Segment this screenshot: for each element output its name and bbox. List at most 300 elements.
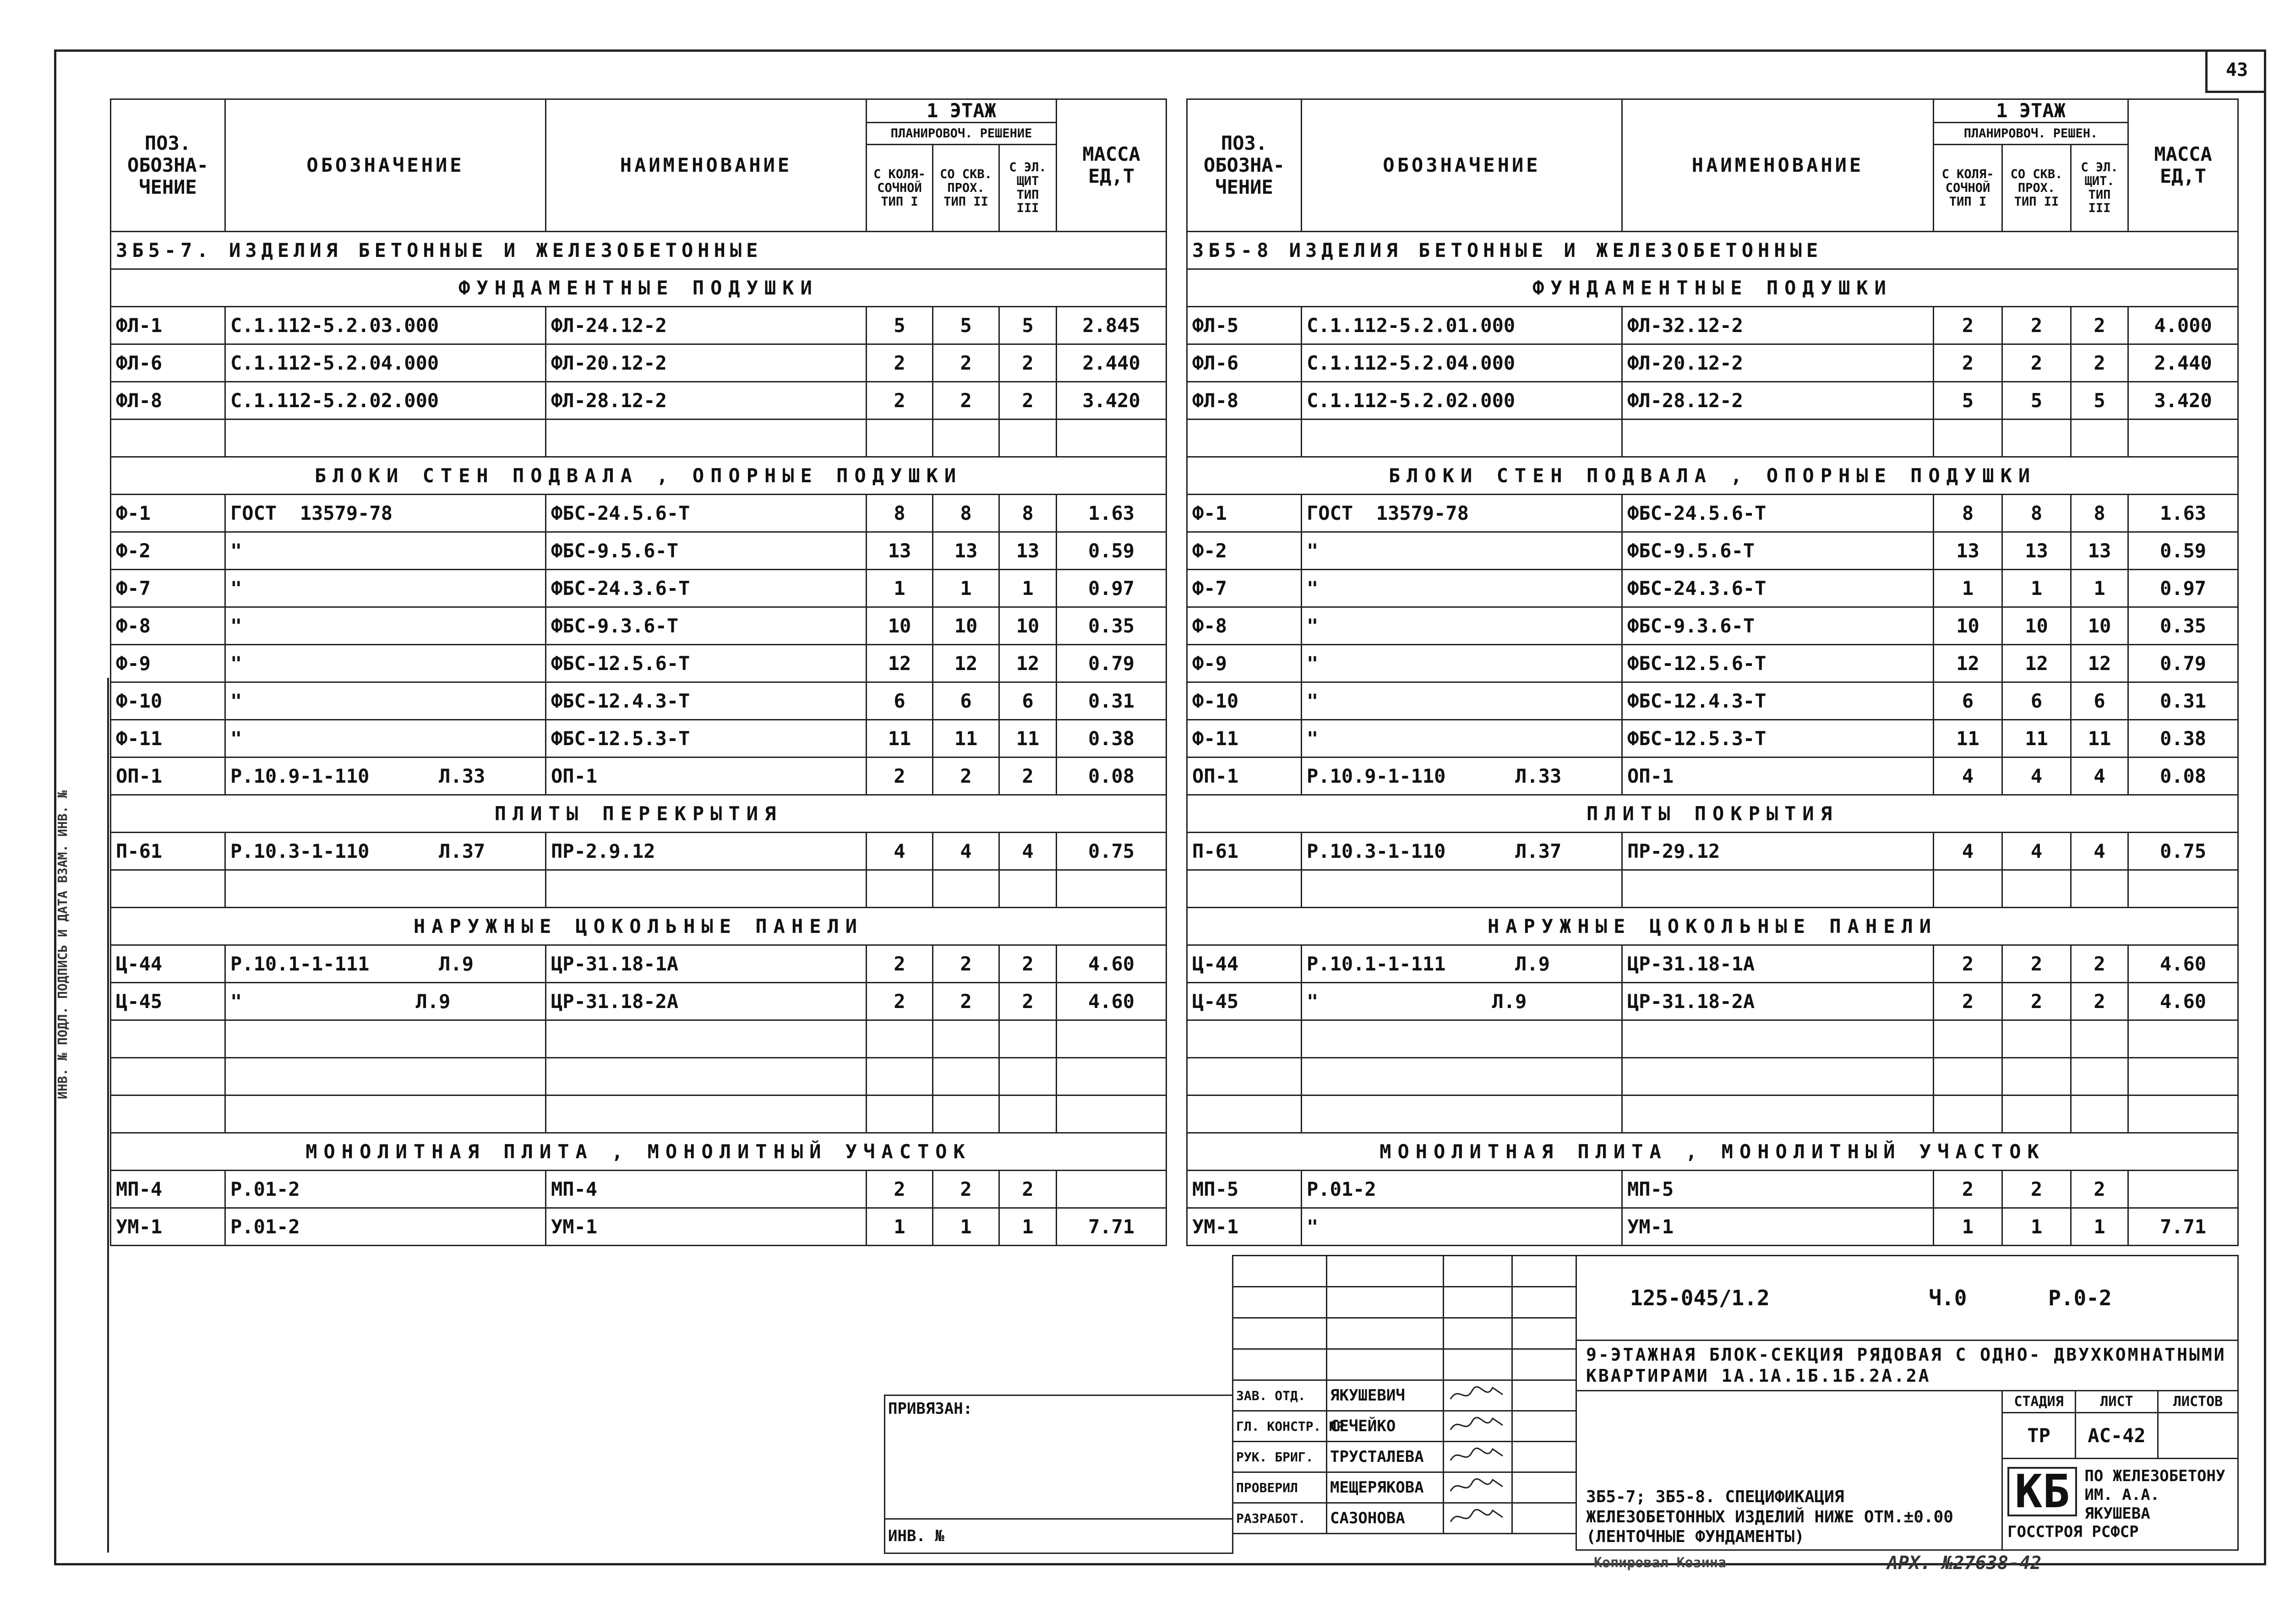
name-cell: ЦР-31.18-2А xyxy=(1622,983,1934,1020)
empty-cell xyxy=(1057,1095,1167,1133)
empty-cell xyxy=(1512,1318,1576,1349)
header-type1: С КОЛЯ- СОЧНОЙ ТИП I xyxy=(867,145,933,232)
mass-cell: 2.845 xyxy=(1057,307,1167,344)
mass-cell: 0.38 xyxy=(1057,720,1167,758)
name-cell: МП-4 xyxy=(546,1171,867,1208)
type1-qty-cell: 2 xyxy=(1934,307,2002,344)
empty-cell xyxy=(2002,1095,2071,1133)
type1-qty-cell: 2 xyxy=(867,1171,933,1208)
type3-qty-cell: 5 xyxy=(2071,382,2128,420)
empty-cell xyxy=(1302,1058,1622,1095)
designation-cell: " xyxy=(1302,682,1622,720)
designation-cell: ГОСТ 13579-78 xyxy=(1302,495,1622,532)
type2-qty-cell: 1 xyxy=(2002,570,2071,607)
position-cell: МП-5 xyxy=(1187,1171,1302,1208)
empty-cell xyxy=(1302,1095,1622,1133)
type2-qty-cell: 4 xyxy=(933,833,999,870)
table-row xyxy=(1187,344,2238,382)
position-cell: ФЛ-1 xyxy=(111,307,225,344)
table-row xyxy=(111,682,1167,720)
position-cell: Ф-1 xyxy=(1187,495,1302,532)
empty-cell xyxy=(1512,1349,1576,1380)
type2-qty-cell: 2 xyxy=(2002,983,2071,1020)
name-cell: УМ-1 xyxy=(1622,1208,1934,1246)
header-type1: С КОЛЯ- СОЧНОЙ ТИП I xyxy=(1934,145,2002,232)
designation-cell: Р.01-2 xyxy=(225,1208,546,1246)
type2-qty-cell: 6 xyxy=(2002,682,2071,720)
sheet-value: АС-42 xyxy=(2076,1413,2158,1459)
type1-qty-cell: 8 xyxy=(867,495,933,532)
name-cell: ФБС-12.4.3-Т xyxy=(1622,682,1934,720)
header-type2: СО СКВ. ПРОХ. ТИП II xyxy=(2002,145,2071,232)
designation-cell: " xyxy=(225,570,546,607)
type3-qty-cell: 13 xyxy=(999,532,1057,570)
position-cell: ФЛ-8 xyxy=(1187,382,1302,420)
position-cell: Ф-10 xyxy=(1187,682,1302,720)
mass-cell: 1.63 xyxy=(2128,495,2238,532)
blank-row xyxy=(111,870,1167,908)
type1-qty-cell: 1 xyxy=(867,1208,933,1246)
table-row xyxy=(111,382,1167,420)
mass-cell: 4.60 xyxy=(2128,983,2238,1020)
designation-cell: Р.01-2 xyxy=(225,1171,546,1208)
empty-cell xyxy=(999,1020,1057,1058)
empty-cell xyxy=(225,1095,546,1133)
group-title: ЗБ5-8 ИЗДЕЛИЯ БЕТОННЫЕ И ЖЕЛЕЗОБЕТОННЫЕ xyxy=(1187,232,2238,269)
empty-cell xyxy=(2128,420,2238,457)
type2-qty-cell: 10 xyxy=(933,607,999,645)
table-row xyxy=(1187,532,2238,570)
name-cell: ФБС-24.5.6-Т xyxy=(1622,495,1934,532)
empty-cell xyxy=(1512,1256,1576,1287)
empty-cell xyxy=(999,420,1057,457)
designation-cell: Р.10.9-1-110 Л.33 xyxy=(225,758,546,795)
empty-cell xyxy=(1233,1318,1327,1349)
type2-qty-cell: 11 xyxy=(933,720,999,758)
type2-qty-cell: 2 xyxy=(2002,945,2071,983)
section-title: МОНОЛИТНАЯ ПЛИТА , МОНОЛИТНЫЙ УЧАСТОК xyxy=(111,1133,1167,1171)
section-row xyxy=(111,795,1167,833)
name-cell: ЦР-31.18-2А xyxy=(546,983,867,1020)
type3-qty-cell: 12 xyxy=(999,645,1057,682)
type1-qty-cell: 2 xyxy=(1934,1171,2002,1208)
type1-qty-cell: 2 xyxy=(1934,344,2002,382)
empty-cell xyxy=(1512,1287,1576,1318)
empty-cell xyxy=(546,1095,867,1133)
type2-qty-cell: 2 xyxy=(933,382,999,420)
designation-cell: " Л.9 xyxy=(1302,983,1622,1020)
empty-cell xyxy=(1057,1020,1167,1058)
type1-qty-cell: 1 xyxy=(1934,1208,2002,1246)
designation-cell: С.1.112-5.2.01.000 xyxy=(1302,307,1622,344)
table-row xyxy=(111,1208,1167,1246)
section-title: ФУНДАМЕНТНЫЕ ПОДУШКИ xyxy=(1187,269,2238,307)
type3-qty-cell: 2 xyxy=(2071,307,2128,344)
designation-cell: " xyxy=(225,720,546,758)
header-designation: ОБОЗНАЧЕНИЕ xyxy=(225,99,546,232)
empty-cell xyxy=(867,1058,933,1095)
signature-mark xyxy=(1444,1380,1512,1411)
name-cell: ФБС-24.3.6-Т xyxy=(1622,570,1934,607)
empty-cell xyxy=(111,870,225,908)
table-row xyxy=(111,945,1167,983)
type1-qty-cell: 4 xyxy=(867,833,933,870)
type2-qty-cell: 10 xyxy=(2002,607,2071,645)
section-title: БЛОКИ СТЕН ПОДВАЛА , ОПОРНЫЕ ПОДУШКИ xyxy=(111,457,1167,495)
header-type2: СО СКВ. ПРОХ. ТИП II xyxy=(933,145,999,232)
name-cell: ФЛ-28.12-2 xyxy=(1622,382,1934,420)
position-cell: Ц-45 xyxy=(1187,983,1302,1020)
section-row xyxy=(111,908,1167,945)
project-section: Р.0-2 xyxy=(2048,1286,2112,1310)
empty-cell xyxy=(1057,420,1167,457)
section-title: ФУНДАМЕНТНЫЕ ПОДУШКИ xyxy=(111,269,1167,307)
designation-cell: " xyxy=(225,607,546,645)
type1-qty-cell: 11 xyxy=(1934,720,2002,758)
mass-cell: 7.71 xyxy=(1057,1208,1167,1246)
empty-cell xyxy=(111,1095,225,1133)
table-row xyxy=(1187,382,2238,420)
designation-cell: " xyxy=(1302,645,1622,682)
table-row xyxy=(1187,945,2238,983)
empty-cell xyxy=(2128,870,2238,908)
table-row xyxy=(1187,1208,2238,1246)
empty-cell xyxy=(1233,1287,1327,1318)
empty-cell xyxy=(1187,420,1302,457)
designation-cell: " xyxy=(225,682,546,720)
blank-signature-row xyxy=(1233,1318,1576,1349)
position-cell: П-61 xyxy=(1187,833,1302,870)
type3-qty-cell: 1 xyxy=(2071,1208,2128,1246)
project-part: Ч.0 xyxy=(1929,1286,1967,1310)
header-type3: С ЭЛ. ЩИТ. ТИП III xyxy=(2071,145,2128,232)
designation-cell: " xyxy=(1302,720,1622,758)
empty-cell xyxy=(546,420,867,457)
position-cell: Ф-7 xyxy=(111,570,225,607)
blank-row xyxy=(1187,1020,2238,1058)
empty-cell xyxy=(2071,1095,2128,1133)
position-cell: Ф-8 xyxy=(111,607,225,645)
empty-cell xyxy=(867,1095,933,1133)
empty-cell xyxy=(1444,1349,1512,1380)
designation-cell: " xyxy=(1302,570,1622,607)
header-mass: МАССА ЕД,Т xyxy=(1057,99,1167,232)
empty-cell xyxy=(1934,1020,2002,1058)
section-title: БЛОКИ СТЕН ПОДВАЛА , ОПОРНЫЕ ПОДУШКИ xyxy=(1187,457,2238,495)
header-name: НАИМЕНОВАНИЕ xyxy=(1622,99,1934,232)
header-type3: С ЭЛ. ЩИТ ТИП III xyxy=(999,145,1057,232)
signature-name: ТРУСТАЛЕВА xyxy=(1327,1442,1444,1472)
name-cell: ФБС-12.5.6-Т xyxy=(546,645,867,682)
signature-name: САЗОНОВА xyxy=(1327,1503,1444,1534)
type3-qty-cell: 2 xyxy=(2071,945,2128,983)
empty-cell xyxy=(933,1058,999,1095)
type3-qty-cell: 2 xyxy=(999,1171,1057,1208)
empty-cell xyxy=(546,1020,867,1058)
position-cell: Ф-10 xyxy=(111,682,225,720)
type1-qty-cell: 2 xyxy=(867,382,933,420)
type3-qty-cell: 4 xyxy=(2071,833,2128,870)
designation-cell: " xyxy=(1302,607,1622,645)
empty-cell xyxy=(1187,1058,1302,1095)
position-cell: ФЛ-5 xyxy=(1187,307,1302,344)
section-row xyxy=(1187,269,2238,307)
type2-qty-cell: 4 xyxy=(2002,833,2071,870)
type3-qty-cell: 1 xyxy=(999,570,1057,607)
type2-qty-cell: 2 xyxy=(933,945,999,983)
empty-cell xyxy=(1444,1318,1512,1349)
signature-role: ПРОВЕРИЛ xyxy=(1233,1472,1327,1503)
section-row xyxy=(1187,457,2238,495)
table-row xyxy=(1187,495,2238,532)
designation-cell: С.1.112-5.2.02.000 xyxy=(1302,382,1622,420)
empty-cell xyxy=(1187,870,1302,908)
type1-qty-cell: 1 xyxy=(867,570,933,607)
copied-note: Копировал Козина xyxy=(1594,1555,1726,1571)
empty-cell xyxy=(1187,1095,1302,1133)
position-cell: Ц-44 xyxy=(1187,945,1302,983)
signature-name: ЯКУШЕВИЧ xyxy=(1327,1380,1444,1411)
type2-qty-cell: 1 xyxy=(2002,1208,2071,1246)
empty-cell xyxy=(111,1058,225,1095)
handwritten-signature-icon xyxy=(1447,1411,1506,1437)
mass-cell: 0.79 xyxy=(1057,645,1167,682)
name-cell: ЦР-31.18-1А xyxy=(1622,945,1934,983)
empty-cell xyxy=(999,870,1057,908)
type1-qty-cell: 2 xyxy=(867,344,933,382)
mass-cell: 0.38 xyxy=(2128,720,2238,758)
mass-cell: 0.59 xyxy=(2128,532,2238,570)
attachment-box xyxy=(884,1395,1233,1554)
type1-qty-cell: 12 xyxy=(867,645,933,682)
mass-cell: 0.35 xyxy=(1057,607,1167,645)
blank-signature-row xyxy=(1233,1256,1576,1287)
type2-qty-cell: 4 xyxy=(2002,758,2071,795)
section-row xyxy=(111,1133,1167,1171)
signature-date xyxy=(1512,1442,1576,1472)
type1-qty-cell: 2 xyxy=(867,758,933,795)
table-row xyxy=(111,758,1167,795)
empty-cell xyxy=(2128,1058,2238,1095)
project-code: 125-045/1.2 xyxy=(1630,1286,1770,1310)
type3-qty-cell: 2 xyxy=(999,382,1057,420)
section-title: МОНОЛИТНАЯ ПЛИТА , МОНОЛИТНЫЙ УЧАСТОК xyxy=(1187,1133,2238,1171)
mass-cell: 2.440 xyxy=(2128,344,2238,382)
header-planning: ПЛАНИРОВОЧ. РЕШЕН. xyxy=(1934,123,2128,145)
signature-date xyxy=(1512,1411,1576,1442)
type3-qty-cell: 6 xyxy=(999,682,1057,720)
empty-cell xyxy=(1302,420,1622,457)
empty-cell xyxy=(1302,1020,1622,1058)
table-row xyxy=(111,570,1167,607)
signature-date xyxy=(1512,1472,1576,1503)
position-cell: Ф-1 xyxy=(111,495,225,532)
mass-cell: 0.59 xyxy=(1057,532,1167,570)
designation-cell: С.1.112-5.2.04.000 xyxy=(225,344,546,382)
signature-date xyxy=(1512,1503,1576,1534)
section-row xyxy=(1187,795,2238,833)
type3-qty-cell: 5 xyxy=(999,307,1057,344)
blank-signature-row xyxy=(1233,1349,1576,1380)
empty-cell xyxy=(1327,1318,1444,1349)
name-cell: ФЛ-32.12-2 xyxy=(1622,307,1934,344)
empty-cell xyxy=(867,1020,933,1058)
type3-qty-cell: 10 xyxy=(2071,607,2128,645)
designation-cell: ГОСТ 13579-78 xyxy=(225,495,546,532)
section-title: ПЛИТЫ ПОКРЫТИЯ xyxy=(1187,795,2238,833)
empty-cell xyxy=(225,420,546,457)
mass-cell: 1.63 xyxy=(1057,495,1167,532)
empty-cell xyxy=(1934,1095,2002,1133)
name-cell: ЦР-31.18-1А xyxy=(546,945,867,983)
designation-cell: " xyxy=(225,645,546,682)
type1-qty-cell: 4 xyxy=(1934,833,2002,870)
position-cell: Ф-11 xyxy=(111,720,225,758)
designation-cell: Р.10.1-1-111 Л.9 xyxy=(1302,945,1622,983)
type3-qty-cell: 11 xyxy=(2071,720,2128,758)
name-cell: ФБС-9.5.6-Т xyxy=(546,532,867,570)
type3-qty-cell: 10 xyxy=(999,607,1057,645)
type1-qty-cell: 2 xyxy=(1934,983,2002,1020)
name-cell: ФБС-24.5.6-Т xyxy=(546,495,867,532)
mass-cell: 4.60 xyxy=(2128,945,2238,983)
archive-number: АРХ. №27638-42 xyxy=(1887,1553,2042,1574)
empty-cell xyxy=(933,1020,999,1058)
empty-cell xyxy=(1622,870,1934,908)
type2-qty-cell: 13 xyxy=(2002,532,2071,570)
table-row xyxy=(111,833,1167,870)
designation-cell: Р.01-2 xyxy=(1302,1171,1622,1208)
name-cell: ПР-29.12 xyxy=(1622,833,1934,870)
type2-qty-cell: 2 xyxy=(2002,344,2071,382)
designation-cell: С.1.112-5.2.02.000 xyxy=(225,382,546,420)
table-row xyxy=(1187,607,2238,645)
blank-row xyxy=(1187,870,2238,908)
empty-cell xyxy=(2128,1020,2238,1058)
type3-qty-cell: 4 xyxy=(999,833,1057,870)
signature-role: ЗАВ. ОТД. xyxy=(1233,1380,1327,1411)
signature-mark xyxy=(1444,1503,1512,1534)
blank-signature-row xyxy=(1233,1287,1576,1318)
name-cell: ФЛ-20.12-2 xyxy=(1622,344,1934,382)
type1-qty-cell: 11 xyxy=(867,720,933,758)
name-cell: ФБС-12.5.3-Т xyxy=(1622,720,1934,758)
header-pos: ПОЗ. ОБОЗНА- ЧЕНИЕ xyxy=(111,99,225,232)
mass-cell: 7.71 xyxy=(2128,1208,2238,1246)
sheet-number: 43 xyxy=(2205,49,2266,93)
signature-row xyxy=(1233,1411,1576,1442)
type1-qty-cell: 2 xyxy=(1934,945,2002,983)
designation-cell: " xyxy=(1302,532,1622,570)
position-cell: Ф-2 xyxy=(111,532,225,570)
designation-cell: Р.10.1-1-111 Л.9 xyxy=(225,945,546,983)
position-cell: Ф-8 xyxy=(1187,607,1302,645)
name-cell: МП-5 xyxy=(1622,1171,1934,1208)
table-row xyxy=(1187,645,2238,682)
type1-qty-cell: 13 xyxy=(1934,532,2002,570)
table-row xyxy=(111,607,1167,645)
mass-cell: 0.08 xyxy=(1057,758,1167,795)
mass-cell: 4.60 xyxy=(1057,945,1167,983)
empty-cell xyxy=(2071,1020,2128,1058)
right-spec-table xyxy=(1186,98,2239,1246)
name-cell: ФБС-12.5.6-Т xyxy=(1622,645,1934,682)
section-row xyxy=(1187,908,2238,945)
type2-qty-cell: 2 xyxy=(933,758,999,795)
position-cell: ФЛ-6 xyxy=(1187,344,1302,382)
mass-cell: 3.420 xyxy=(2128,382,2238,420)
mass-cell xyxy=(1057,1171,1167,1208)
empty-cell xyxy=(1302,870,1622,908)
type2-qty-cell: 8 xyxy=(2002,495,2071,532)
blank-row xyxy=(1187,420,2238,457)
signature-name: МЕЩЕРЯКОВА xyxy=(1327,1472,1444,1503)
type2-qty-cell: 5 xyxy=(2002,382,2071,420)
mass-cell: 0.75 xyxy=(2128,833,2238,870)
position-cell: МП-4 xyxy=(111,1171,225,1208)
type2-qty-cell: 1 xyxy=(933,1208,999,1246)
table-row xyxy=(111,344,1167,382)
position-cell: ОП-1 xyxy=(111,758,225,795)
mass-cell: 0.08 xyxy=(2128,758,2238,795)
type1-qty-cell: 2 xyxy=(867,983,933,1020)
mass-cell: 0.97 xyxy=(1057,570,1167,607)
type1-qty-cell: 8 xyxy=(1934,495,2002,532)
group-row xyxy=(111,232,1167,269)
table-row xyxy=(111,307,1167,344)
blank-row xyxy=(1187,1058,2238,1095)
empty-cell xyxy=(1057,1058,1167,1095)
designation-cell: Р.10.3-1-110 Л.37 xyxy=(225,833,546,870)
empty-cell xyxy=(546,870,867,908)
empty-cell xyxy=(1444,1287,1512,1318)
position-cell: ФЛ-6 xyxy=(111,344,225,382)
header-designation: ОБОЗНАЧЕНИЕ xyxy=(1302,99,1622,232)
type3-qty-cell: 2 xyxy=(999,983,1057,1020)
section-title: НАРУЖНЫЕ ЦОКОЛЬНЫЕ ПАНЕЛИ xyxy=(1187,908,2238,945)
type2-qty-cell: 6 xyxy=(933,682,999,720)
type3-qty-cell: 1 xyxy=(2071,570,2128,607)
position-cell: Ц-45 xyxy=(111,983,225,1020)
header-floor: 1 ЭТАЖ xyxy=(1934,99,2128,123)
designation-cell: Р.10.3-1-110 Л.37 xyxy=(1302,833,1622,870)
designation-cell: Р.10.9-1-110 Л.33 xyxy=(1302,758,1622,795)
empty-cell xyxy=(2071,420,2128,457)
mass-cell: 0.31 xyxy=(1057,682,1167,720)
type3-qty-cell: 13 xyxy=(2071,532,2128,570)
name-cell: ОП-1 xyxy=(1622,758,1934,795)
sheets-value xyxy=(2158,1413,2238,1459)
designation-cell: С.1.112-5.2.04.000 xyxy=(1302,344,1622,382)
type3-qty-cell: 11 xyxy=(999,720,1057,758)
empty-cell xyxy=(933,420,999,457)
empty-cell xyxy=(225,1058,546,1095)
header-floor: 1 ЭТАЖ xyxy=(867,99,1057,123)
empty-cell xyxy=(111,420,225,457)
signature-role: РАЗРАБОТ. xyxy=(1233,1503,1327,1534)
designation-cell: " xyxy=(1302,1208,1622,1246)
name-cell: ПР-2.9.12 xyxy=(546,833,867,870)
empty-cell xyxy=(2002,870,2071,908)
blank-row xyxy=(111,1020,1167,1058)
stage-value: ТР xyxy=(2002,1413,2076,1459)
type2-qty-cell: 2 xyxy=(933,1171,999,1208)
mass-cell: 0.79 xyxy=(2128,645,2238,682)
empty-cell xyxy=(111,1020,225,1058)
group-row xyxy=(1187,232,2238,269)
type3-qty-cell: 8 xyxy=(999,495,1057,532)
table-row xyxy=(111,645,1167,682)
